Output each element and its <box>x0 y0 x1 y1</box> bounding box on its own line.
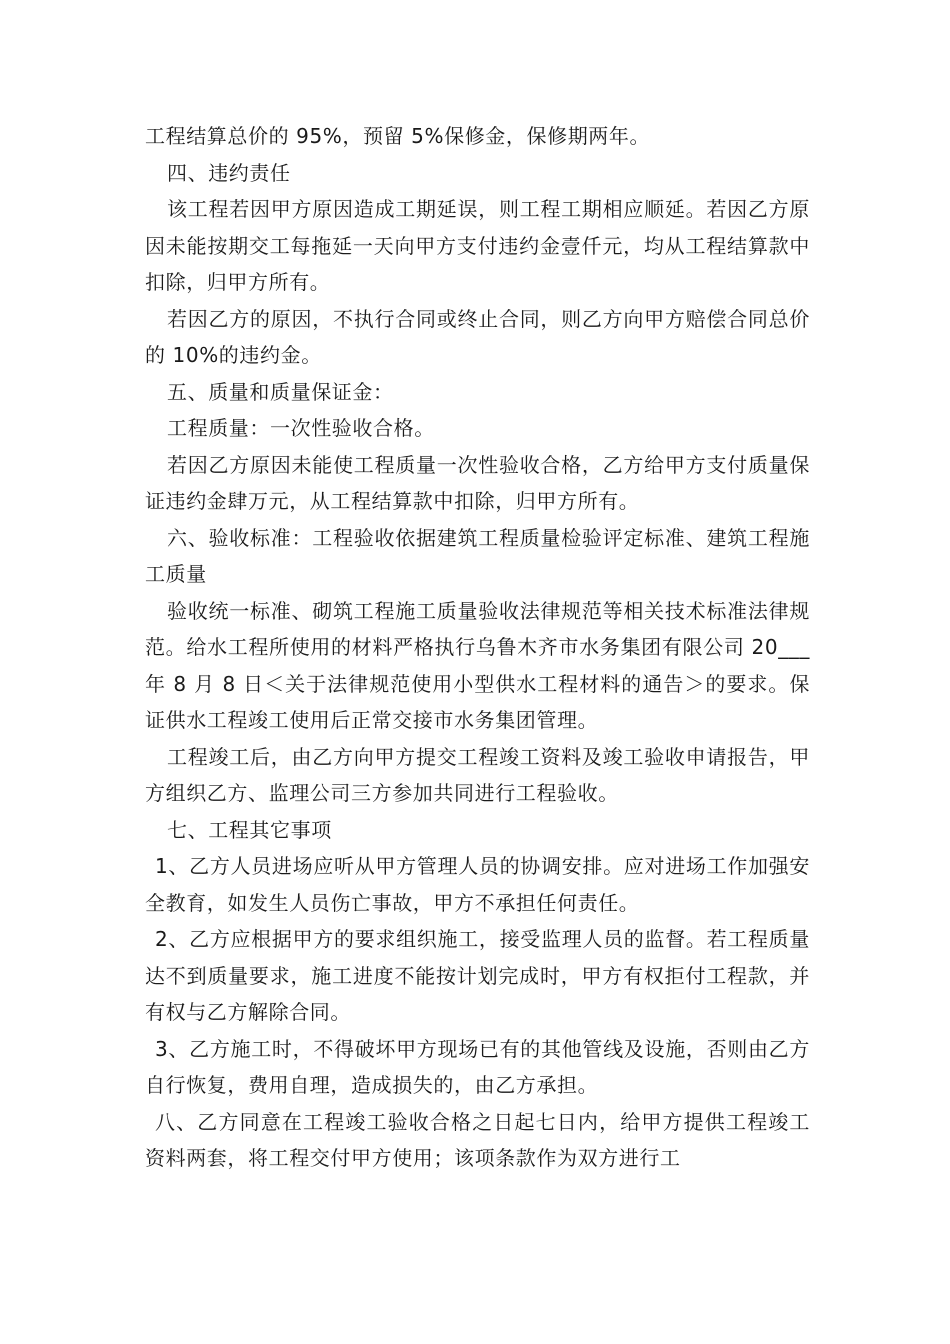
list-item-3: 3、乙方施工时，不得破坏甲方现场已有的其他管线及设施，否则由乙方自行恢复，费用自理，造成损失的，由乙方承担。 <box>145 1036 810 1097</box>
paragraph-settlement-total: 工程结算总价的 95%，预留 5%保修金，保修期两年。 <box>145 124 651 148</box>
document-body <box>145 118 810 1177</box>
heading-quality-deposit: 五、质量和质量保证金： <box>167 379 394 404</box>
paragraph-completion-acceptance: 工程竣工后，由乙方向甲方提交工程竣工资料及竣工验收申请报告，甲方组织乙方、监理公司三方参加共同进行工程验收。 <box>145 744 810 805</box>
paragraph-acceptance-details: 验收统一标准、砌筑工程施工质量验收法律规范等相关技术标准法律规范。给水工程所使用的材料严格执行乌鲁木齐市水务集团有限公司 20___年 8 月 8 日＜关于法律规范使用小型供水工程材料的通告＞的要求。保证供水工程竣工使用后正常交接市水务集团管理。 <box>145 598 810 732</box>
list-item-1: 1、乙方人员进场应听从甲方管理人员的协调安排。应对进场工作加强安全教育，如发生人员伤亡事故，甲方不承担任何责任。 <box>145 854 810 915</box>
heading-breach-liability: 四、违约责任 <box>167 160 291 185</box>
list-item-2: 2、乙方应根据甲方的要求组织施工，接受监理人员的监督。若工程质量达不到质量要求，施工进度不能按计划完成时，甲方有权拒付工程款，并有权与乙方解除合同。 <box>145 927 810 1024</box>
paragraph-handover: 八、乙方同意在工程竣工验收合格之日起七日内，给甲方提供工程竣工资料两套，将工程交付甲方使用；该项条款作为双方进行工 <box>145 1109 810 1170</box>
heading-acceptance-standards: 六、验收标准：工程验收依据建筑工程质量检验评定标准、建筑工程施工质量 <box>145 525 810 586</box>
paragraph-termination-penalty: 若因乙方的原因，不执行合同或终止合同，则乙方向甲方赔偿合同总价的 10%的违约金。 <box>145 306 810 367</box>
paragraph-quality-penalty: 若因乙方原因未能使工程质量一次性验收合格，乙方给甲方支付质量保证违约金肆万元，从工程结算款中扣除，归甲方所有。 <box>145 452 810 513</box>
paragraph-delay-penalty: 该工程若因甲方原因造成工期延误，则工程工期相应顺延。若因乙方原因未能按期交工每拖延一天向甲方支付违约金壹仟元，均从工程结算款中扣除，归甲方所有。 <box>145 197 810 294</box>
heading-other-matters: 七、工程其它事项 <box>167 817 332 842</box>
paragraph-quality-requirement: 工程质量：一次性验收合格。 <box>167 416 435 440</box>
